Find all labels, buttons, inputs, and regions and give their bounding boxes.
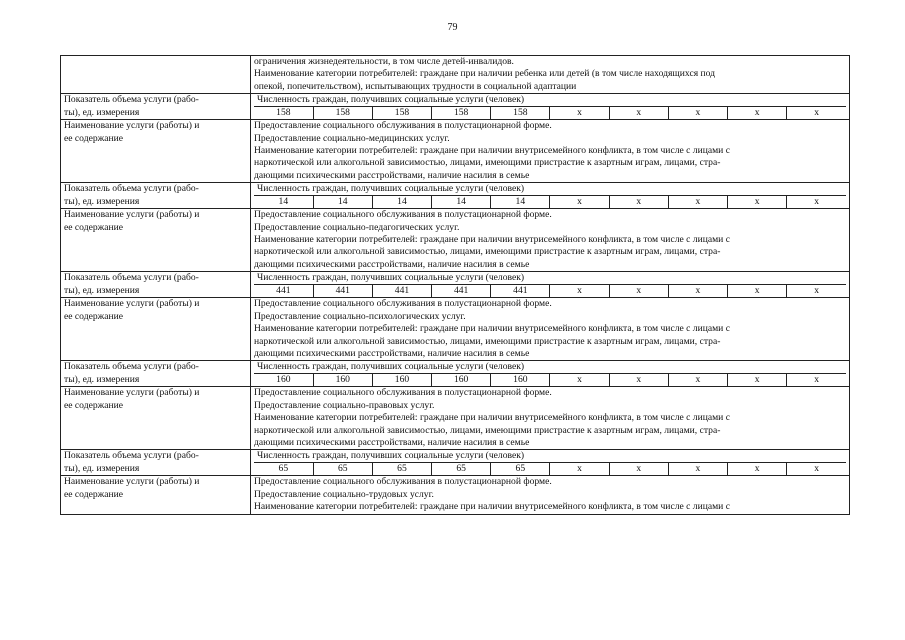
table-row bbox=[61, 94, 850, 120]
value-cell: x bbox=[787, 463, 846, 475]
service-label: Наименование услуги (работы) и bbox=[64, 120, 200, 132]
service-label: Наименование услуги (работы) и bbox=[64, 387, 200, 399]
table-row bbox=[61, 298, 850, 361]
table-row bbox=[61, 387, 850, 450]
value-cell: x bbox=[550, 463, 609, 475]
value-cell: 65 bbox=[432, 463, 491, 475]
value-cell: x bbox=[668, 374, 727, 386]
service-label: ее содержание bbox=[64, 132, 124, 144]
category-line: наркотической или алкогольной зависимостью, лицами, имеющими пристрастие к азартным играм, лицами, стра- bbox=[254, 424, 721, 436]
service-label: ее содержание bbox=[64, 399, 124, 411]
value-cell: 14 bbox=[432, 196, 491, 208]
value-cell: x bbox=[787, 196, 846, 208]
value-cell: 441 bbox=[432, 285, 491, 297]
value-cell: 441 bbox=[313, 285, 372, 297]
page-number: 79 bbox=[447, 22, 458, 33]
value-cell: x bbox=[668, 463, 727, 475]
value-cell: 65 bbox=[278, 463, 289, 475]
volume-label: Показатель объема услуги (рабо- bbox=[64, 183, 199, 195]
value-cell: x bbox=[550, 374, 609, 386]
volume-unit: Численность граждан, получивших социальные услуги (человек) bbox=[254, 183, 846, 196]
table-row bbox=[61, 476, 850, 514]
volume-label: ты), ед. измерения bbox=[64, 373, 140, 385]
value-cell: 160 bbox=[432, 374, 491, 386]
value-cell: x bbox=[787, 374, 846, 386]
label-cell bbox=[61, 361, 251, 387]
value-cell: 14 bbox=[278, 196, 289, 208]
value-cell: x bbox=[728, 285, 787, 297]
value-cell: 158 bbox=[432, 107, 491, 119]
service-label: ее содержание bbox=[64, 221, 124, 233]
label-cell bbox=[61, 298, 251, 361]
category-line: Наименование категории потребителей: граждане при наличии внутрисемейного конфликта, в том числе с лицами с bbox=[254, 501, 730, 513]
label-cell bbox=[61, 387, 251, 450]
service-label: Наименование услуги (работы) и bbox=[64, 209, 200, 221]
label-cell bbox=[61, 272, 251, 298]
value-cell: 158 bbox=[276, 107, 291, 119]
table-row bbox=[61, 120, 850, 183]
value-cell: 441 bbox=[276, 285, 291, 297]
volume-cell bbox=[251, 183, 850, 209]
service-form: Предоставление социального обслуживания в полустационарной форме. bbox=[254, 476, 552, 488]
label-cell bbox=[61, 183, 251, 209]
service-label: Наименование услуги (работы) и bbox=[64, 476, 200, 488]
value-cell: x bbox=[550, 107, 609, 119]
value-cell: x bbox=[550, 196, 609, 208]
value-cell: 14 bbox=[372, 196, 431, 208]
service-table bbox=[60, 55, 850, 515]
value-cell: x bbox=[609, 196, 668, 208]
volume-label: ты), ед. измерения bbox=[64, 195, 140, 207]
category-line: Наименование категории потребителей: граждане при наличии внутрисемейного конфликта, в том числе с лицами с bbox=[254, 234, 730, 246]
intro-line: опекой, попечительством), испытывающих трудности в социальной адаптации bbox=[254, 80, 577, 92]
table-row bbox=[61, 209, 850, 272]
label-cell bbox=[61, 476, 251, 514]
service-name: Предоставление социально-правовых услуг. bbox=[254, 399, 435, 411]
content-cell bbox=[251, 209, 850, 272]
volume-values bbox=[254, 285, 846, 297]
table-row bbox=[61, 450, 850, 476]
label-cell bbox=[61, 450, 251, 476]
category-line: дающими психическими расстройствами, наличие насилия в семье bbox=[254, 436, 530, 448]
table-row bbox=[61, 56, 850, 94]
value-cell: 65 bbox=[491, 463, 550, 475]
service-label: Наименование услуги (работы) и bbox=[64, 298, 200, 310]
value-cell: x bbox=[728, 463, 787, 475]
service-label: ее содержание bbox=[64, 488, 124, 500]
label-cell bbox=[61, 209, 251, 272]
value-cell: 158 bbox=[313, 107, 372, 119]
volume-cell bbox=[251, 450, 850, 476]
intro-line: ограничения жизнедеятельности, в том числе детей-инвалидов. bbox=[254, 56, 514, 67]
category-line: наркотической или алкогольной зависимостью, лицами, имеющими пристрастие к азартным играм, лицами, стра- bbox=[254, 335, 721, 347]
content-cell bbox=[251, 387, 850, 450]
value-cell: 160 bbox=[491, 374, 550, 386]
service-form: Предоставление социального обслуживания в полустационарной форме. bbox=[254, 298, 552, 310]
value-cell: x bbox=[609, 463, 668, 475]
service-form: Предоставление социального обслуживания в полустационарной форме. bbox=[254, 120, 552, 132]
value-cell: x bbox=[728, 196, 787, 208]
value-cell: x bbox=[668, 107, 727, 119]
value-cell: 160 bbox=[372, 374, 431, 386]
volume-label: Показатель объема услуги (рабо- bbox=[64, 450, 199, 462]
service-name: Предоставление социально-педагогических услуг. bbox=[254, 221, 460, 233]
value-cell: 14 bbox=[313, 196, 372, 208]
value-cell: 160 bbox=[276, 374, 291, 386]
value-cell: x bbox=[609, 107, 668, 119]
category-line: дающими психическими расстройствами, наличие насилия в семье bbox=[254, 169, 530, 181]
volume-unit: Численность граждан, получивших социальные услуги (человек) bbox=[254, 94, 846, 107]
value-cell: 158 bbox=[372, 107, 431, 119]
volume-values bbox=[254, 196, 846, 208]
value-cell: 158 bbox=[491, 107, 550, 119]
category-line: Наименование категории потребителей: граждане при наличии внутрисемейного конфликта, в том числе с лицами с bbox=[254, 145, 730, 157]
category-line: дающими психическими расстройствами, наличие насилия в семье bbox=[254, 258, 530, 270]
volume-label: Показатель объема услуги (рабо- bbox=[64, 361, 199, 373]
value-cell: x bbox=[550, 285, 609, 297]
category-line: дающими психическими расстройствами, наличие насилия в семье bbox=[254, 347, 530, 359]
value-cell: 14 bbox=[491, 196, 550, 208]
category-line: наркотической или алкогольной зависимостью, лицами, имеющими пристрастие к азартным играм, лицами, стра- bbox=[254, 157, 721, 169]
label-cell bbox=[61, 56, 251, 94]
content-cell bbox=[251, 298, 850, 361]
intro-line: Наименование категории потребителей: граждане при наличии ребенка или детей (в том числе находящихся под bbox=[254, 68, 716, 80]
value-cell: 441 bbox=[491, 285, 550, 297]
service-name: Предоставление социально-медицинских услуг. bbox=[254, 132, 450, 144]
volume-values bbox=[254, 463, 846, 475]
volume-label: ты), ед. измерения bbox=[64, 284, 140, 296]
volume-values bbox=[254, 107, 846, 119]
service-label: ее содержание bbox=[64, 310, 124, 322]
content-cell bbox=[251, 476, 850, 514]
volume-unit: Численность граждан, получивших социальные услуги (человек) bbox=[254, 272, 846, 285]
value-cell: 65 bbox=[313, 463, 372, 475]
table-row bbox=[61, 183, 850, 209]
category-line: наркотической или алкогольной зависимостью, лицами, имеющими пристрастие к азартным играм, лицами, стра- bbox=[254, 246, 721, 258]
content-cell bbox=[251, 56, 850, 94]
volume-label: ты), ед. измерения bbox=[64, 462, 140, 474]
volume-label: Показатель объема услуги (рабо- bbox=[64, 94, 199, 106]
service-form: Предоставление социального обслуживания в полустационарной форме. bbox=[254, 387, 552, 399]
value-cell: x bbox=[728, 374, 787, 386]
value-cell: x bbox=[609, 285, 668, 297]
value-cell: x bbox=[668, 196, 727, 208]
table-row bbox=[61, 272, 850, 298]
service-form: Предоставление социального обслуживания в полустационарной форме. bbox=[254, 209, 552, 221]
service-name: Предоставление социально-психологических услуг. bbox=[254, 310, 466, 322]
value-cell: x bbox=[787, 107, 846, 119]
value-cell: x bbox=[668, 285, 727, 297]
category-line: Наименование категории потребителей: граждане при наличии внутрисемейного конфликта, в том числе с лицами с bbox=[254, 323, 730, 335]
table-row bbox=[61, 361, 850, 387]
volume-values bbox=[254, 374, 846, 386]
volume-label: ты), ед. измерения bbox=[64, 106, 140, 118]
volume-cell bbox=[251, 272, 850, 298]
content-cell bbox=[251, 120, 850, 183]
value-cell: 65 bbox=[372, 463, 431, 475]
value-cell: x bbox=[728, 107, 787, 119]
label-cell bbox=[61, 120, 251, 183]
volume-cell bbox=[251, 94, 850, 120]
volume-cell bbox=[251, 361, 850, 387]
label-cell bbox=[61, 94, 251, 120]
value-cell: x bbox=[787, 285, 846, 297]
volume-label: Показатель объема услуги (рабо- bbox=[64, 272, 199, 284]
value-cell: x bbox=[609, 374, 668, 386]
service-name: Предоставление социально-трудовых услуг. bbox=[254, 488, 434, 500]
volume-unit: Численность граждан, получивших социальные услуги (человек) bbox=[254, 450, 846, 463]
value-cell: 160 bbox=[313, 374, 372, 386]
volume-unit: Численность граждан, получивших социальные услуги (человек) bbox=[254, 361, 846, 374]
category-line: Наименование категории потребителей: граждане при наличии внутрисемейного конфликта, в том числе с лицами с bbox=[254, 412, 730, 424]
value-cell: 441 bbox=[372, 285, 431, 297]
